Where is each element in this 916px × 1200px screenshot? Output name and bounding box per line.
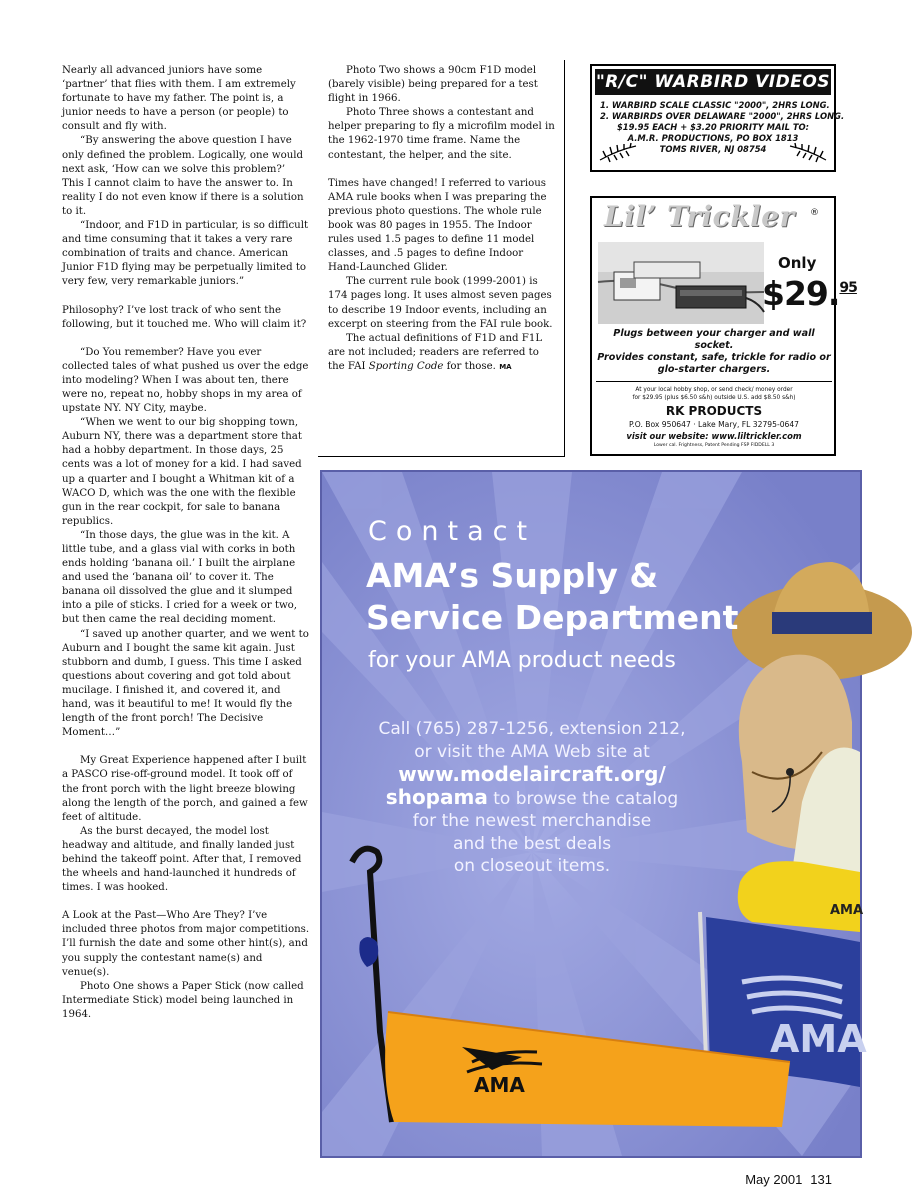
article-paragraph: [62, 134, 310, 219]
paragraph-text: I’ve included three photos from major competitions. I’ll furnish the date and some other hint(s), and you supply the contestant name(s) and venue(s).: [62, 910, 310, 978]
ama-headline-line-2: Service Department: [366, 598, 739, 637]
ama-subhead: for your AMA product needs: [368, 648, 676, 673]
page-number: 131: [810, 1172, 832, 1187]
paragraph-text: for those.: [443, 360, 496, 372]
order-info: [596, 387, 832, 402]
paragraph-text: “I saved up another quarter, and we went to Auburn and I bought the same kit again. Just stubborn and dumb, I guess. This time I asked questions about covering and got told about mucilage. I finished it, and covered it, and hand, was it beautiful to me! It would fly the length of the front porch! The Decisive Moment…”: [62, 628, 309, 739]
leaf-sprig-icon: [598, 142, 638, 164]
tagline-line: glo-starter chargers.: [657, 364, 771, 375]
divider: [596, 381, 832, 382]
ama-body-line: Call (765) 287-1256, extension 212,: [378, 719, 686, 739]
warbird-line: A.M.R. PRODUCTIONS, PO BOX 1813: [627, 133, 799, 143]
run-in-heading: A Look at the Past—Who Are They?: [62, 910, 245, 922]
warbird-ad-title: "R/C" WARBIRD VIDEOS: [595, 69, 831, 95]
article-column-1: [62, 64, 310, 1022]
article-paragraph: [328, 64, 556, 106]
tagline-line: Plugs between your charger and wall socket.: [613, 328, 815, 351]
paragraph-text: Photo One shows a Paper Stick (now called Intermediate Stick) model being launched in 1964.: [62, 980, 304, 1020]
article-paragraph: [62, 346, 310, 416]
ama-contact-heading: Contact: [368, 516, 537, 547]
paragraph-text: I referred to various AMA rule books when I was preparing the previous photo questions. The whole rule book was 80 pages in 1955. The Indoor rules used 1.5 pages to define 11 model classes, and .5 pages to define Indoor Hand-Launched Glider.: [328, 177, 547, 274]
price-only-label: Only: [778, 254, 817, 272]
article-paragraph: [62, 304, 310, 332]
article-paragraph: [328, 177, 556, 276]
ama-body-line: to browse the catalog: [487, 788, 679, 809]
article-paragraph: [62, 909, 310, 979]
warbird-line: 1. WARBIRD SCALE CLASSIC "2000", 2HRS LONG.: [600, 100, 830, 110]
cap-logo-text: AMA: [830, 903, 864, 918]
run-in-heading: Philosophy?: [62, 304, 124, 316]
paragraph-text: “In those days, the glue was in the kit. A little tube, and a glass vial with corks in both ends holding ‘banana oil.’ I built the airplane and used the ‘banana oil’ to cover it. The banana oil dissolved the glue and it slumped into a pile of sticks. I cried for a week or two, but then came the real deciding moment.: [62, 529, 298, 626]
warbird-line: 2. WARBIRDS OVER DELAWARE "2000", 2HRS LONG.: [600, 111, 845, 121]
company-website: visit our website: www.liltrickler.com: [626, 431, 802, 441]
issue-date: May 2001: [745, 1172, 803, 1187]
article-paragraph: [62, 529, 310, 628]
company-address: P.O. Box 950647 · Lake Mary, FL 32795-0647: [628, 420, 800, 429]
ama-ad-body: [356, 718, 708, 878]
company-name: RK PRODUCTS: [665, 404, 763, 418]
article-paragraph: [62, 64, 310, 134]
ama-shop-link[interactable]: shopama: [385, 784, 488, 809]
ama-body-line: on closeout items.: [453, 856, 611, 876]
ama-body-line: and the best deals: [452, 833, 612, 854]
windsock-logo-text: AMA: [474, 1073, 525, 1097]
trickler-product-photo: [598, 242, 764, 324]
paragraph-text: “By answering the above question I have only defined the problem. Logically, one would next ask, ‘How can we solve this problem?’ This I cannot claim to have the answer to. In reality I do not even know if there is a solution to it.: [62, 135, 304, 217]
paragraph-text: As the burst decayed, the model lost headway and altitude, and finally landed just behind the takeoff point. After that, I removed the wheels and hand-launched it hundreds of times. I was hooked.: [62, 825, 302, 894]
article-paragraph: [62, 628, 310, 741]
article-paragraph: [62, 219, 310, 289]
italic-title: Sporting Code: [368, 360, 444, 372]
ama-body-line: or visit the AMA Web site at: [414, 741, 650, 762]
fine-print: Lower cal. Frightness, Patent Pending FSP FIDDELL 3: [653, 443, 775, 448]
run-in-heading: My Great Experience: [80, 755, 191, 767]
paragraph-text: Photo Three shows a contestant and helper preparing to fly a microfilm model in the 1962-1970 time frame. Name the contestant, the helper, and the site.: [328, 107, 555, 161]
warbird-videos-ad: [590, 64, 845, 172]
lil-trickler-ad: [590, 196, 857, 456]
paragraph-text: I’ve lost track of who sent the following, but it touched me. Who will claim it?: [62, 304, 307, 330]
article-paragraph: [328, 332, 556, 374]
ama-body-line: for the newest merchandise: [412, 811, 652, 831]
article-paragraph: [62, 416, 310, 529]
price-main: $29.: [762, 274, 840, 313]
flag-logo-text: AMA: [770, 1017, 867, 1061]
article-column-2: [328, 64, 556, 374]
paragraph-text: “When we went to our big shopping town, Auburn NY, there was a department store that had a hobby department. In those days, 25 cents was a lot of money for a kid. I had saved up a quarter and I bought a Whitman kit of a WACO D, which was the one with the flexible gun in the rear cockpit, for sale to banana republics.: [62, 417, 302, 527]
warbird-line: $19.95 EACH + $3.20 PRIORITY MAIL TO:: [616, 122, 810, 132]
warbird-line: TOMS RIVER, NJ 08754: [659, 144, 767, 154]
paragraph-text: Nearly all advanced juniors have some ‘partner’ that flies with them. I am extremely fortunate to have my father. The point is, a junior needs to have a person (or people) to consult and fly with.: [62, 65, 296, 133]
ama-supply-ad: [320, 470, 867, 1158]
article-paragraph: [62, 825, 310, 895]
trickler-tagline: [596, 328, 832, 376]
page-footer: [745, 1172, 832, 1187]
end-mark: MA: [499, 362, 512, 371]
ama-url-line[interactable]: www.modelaircraft.org/: [398, 762, 666, 786]
article-paragraph: [62, 980, 310, 1022]
run-in-heading: Times have changed!: [328, 177, 438, 189]
price: [762, 274, 857, 313]
article-paragraph: [328, 275, 556, 331]
article-paragraph: [62, 754, 310, 824]
order-line: for $29.95 (plus $6.50 s&h) outside U.S. add $8.50 s&h): [632, 394, 796, 401]
paragraph-text: The current rule book (1999-2001) is 174 pages long. It uses almost seven pages to describe 19 Indoor events, including an excerpt on steering from the FAI rule book.: [328, 276, 553, 330]
yellow-cap-image: [738, 861, 863, 932]
trickler-logo: Lil’ Trickler: [604, 200, 795, 233]
article-paragraph: [328, 106, 556, 162]
leaf-sprig-icon: [788, 142, 828, 164]
registered-mark: ®: [810, 208, 819, 218]
paragraph-text: “Do You remember? Have you ever collected tales of what pushed us over the edge into modeling? When I was about ten, there were no, repeat no, hobby shops in my area of upstate NY. NY City, maybe.: [62, 346, 309, 415]
price-cents: 95: [839, 280, 857, 296]
paragraph-text: Photo Two shows a 90cm F1D model (barely visible) being prepared for a test flight in 1966.: [328, 65, 538, 105]
paragraph-text: “Indoor, and F1D in particular, is so difficult and time consuming that it takes a very rare combination of traits and chance. American Junior F1D flying may be perpetually limited to very few, very remarkable juniors.”: [62, 220, 309, 288]
order-line: At your local hobby shop, or send check/ money order: [635, 387, 793, 393]
tagline-line: Provides constant, safe, trickle for radio or: [597, 352, 831, 363]
ama-headline-line-1: AMA’s Supply &: [366, 556, 659, 595]
paragraph-text: The actual definitions of F1D and F1L are not included; readers are referred to the FAI: [328, 332, 543, 372]
paragraph-text: happened after I built a PASCO rise-off-ground model. It took off of the front porch with the light breeze blowing along the length of the porch, and gained a few feet of altitude.: [62, 755, 308, 823]
